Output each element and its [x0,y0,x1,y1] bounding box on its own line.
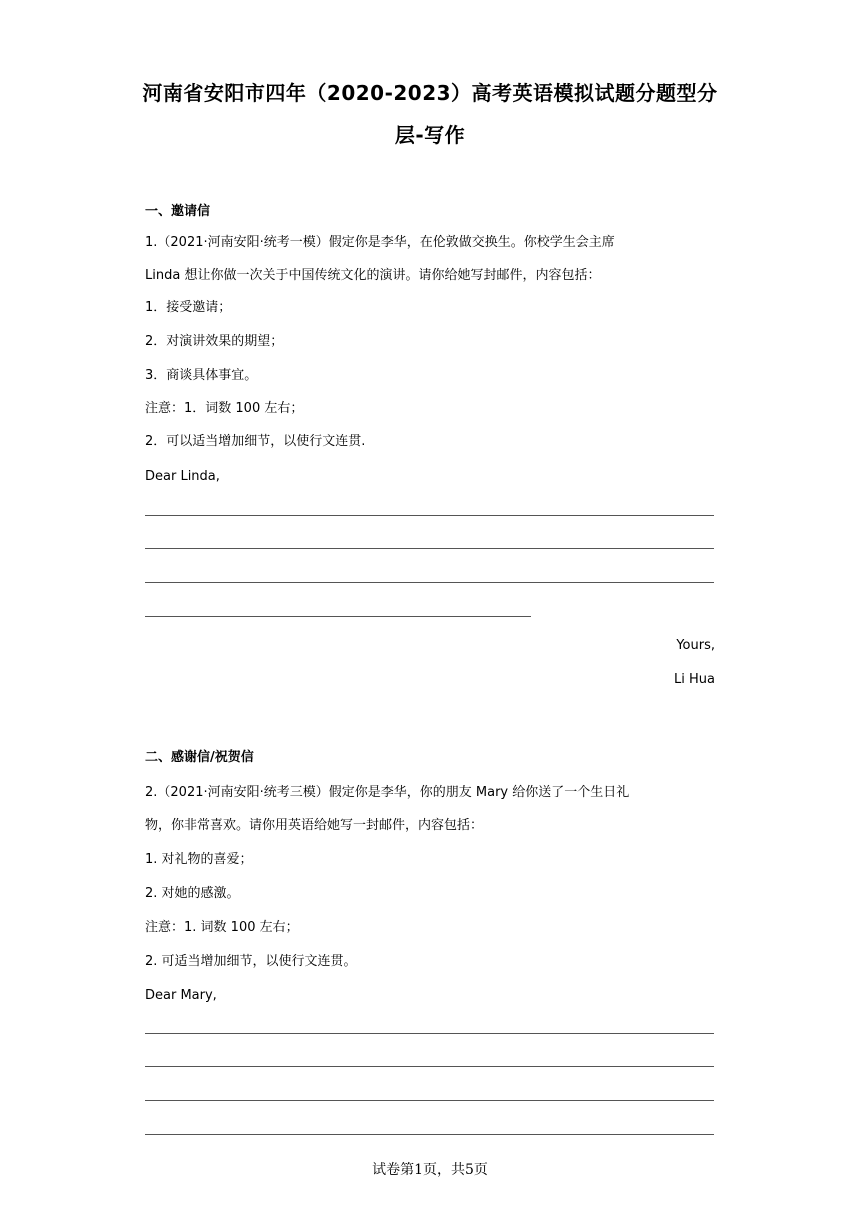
answer-line [145,1134,714,1135]
section2-note-2: 2. 可适当增加细节，以使行文连贯。 [145,954,357,969]
answer-line [145,582,714,583]
section2-greeting: Dear Mary, [145,988,217,1003]
section1-item-2: 2．对演讲效果的期望； [145,334,284,349]
section1-item-1: 1．接受邀请； [145,300,232,315]
section2-heading: 二、感谢信/祝贺信 [145,750,254,765]
section2-item-2: 2. 对她的感激。 [145,886,240,901]
answer-line [145,1100,714,1101]
answer-line [145,515,714,516]
section1-closing: Yours, [676,638,715,653]
section1-item-3: 3．商谈具体事宜。 [145,368,258,383]
section2-note-1: 注意：1. 词数 100 左右； [145,920,299,935]
answer-line [145,1066,714,1067]
section1-note-2: 2．可以适当增加细节，以使行文连贯. [145,434,366,449]
section1-heading: 一、邀请信 [145,204,211,219]
section1-signature: Li Hua [674,672,715,687]
page-title [120,72,740,156]
page-footer: 试卷第1页，共5页 [372,1162,488,1178]
answer-line [145,616,531,617]
section1-question-line1: 1.（2021·河南安阳·统考一模）假定你是李华，在伦敦做交换生。你校学生会主席 [145,235,615,250]
section1-question-line2: Linda 想让你做一次关于中国传统文化的演讲。请你给她写封邮件，内容包括： [145,268,601,283]
section1-greeting: Dear Linda, [145,469,220,484]
section2-item-1: 1. 对礼物的喜爱； [145,852,253,867]
answer-line [145,548,714,549]
answer-line [145,1033,714,1034]
section1-note-1: 注意：1．词数 100 左右； [145,401,304,416]
section2-question-line1: 2.（2021·河南安阳·统考三模）假定你是李华，你的朋友 Mary 给你送了一个生日礼 [145,785,630,800]
page-title-line2: 层-写作 [394,123,466,147]
section2-question-line2: 物，你非常喜欢。请你用英语给她写一封邮件，内容包括： [145,818,484,833]
page-title-line1: 河南省安阳市四年（2020-2023）高考英语模拟试题分题型分 [142,81,718,105]
